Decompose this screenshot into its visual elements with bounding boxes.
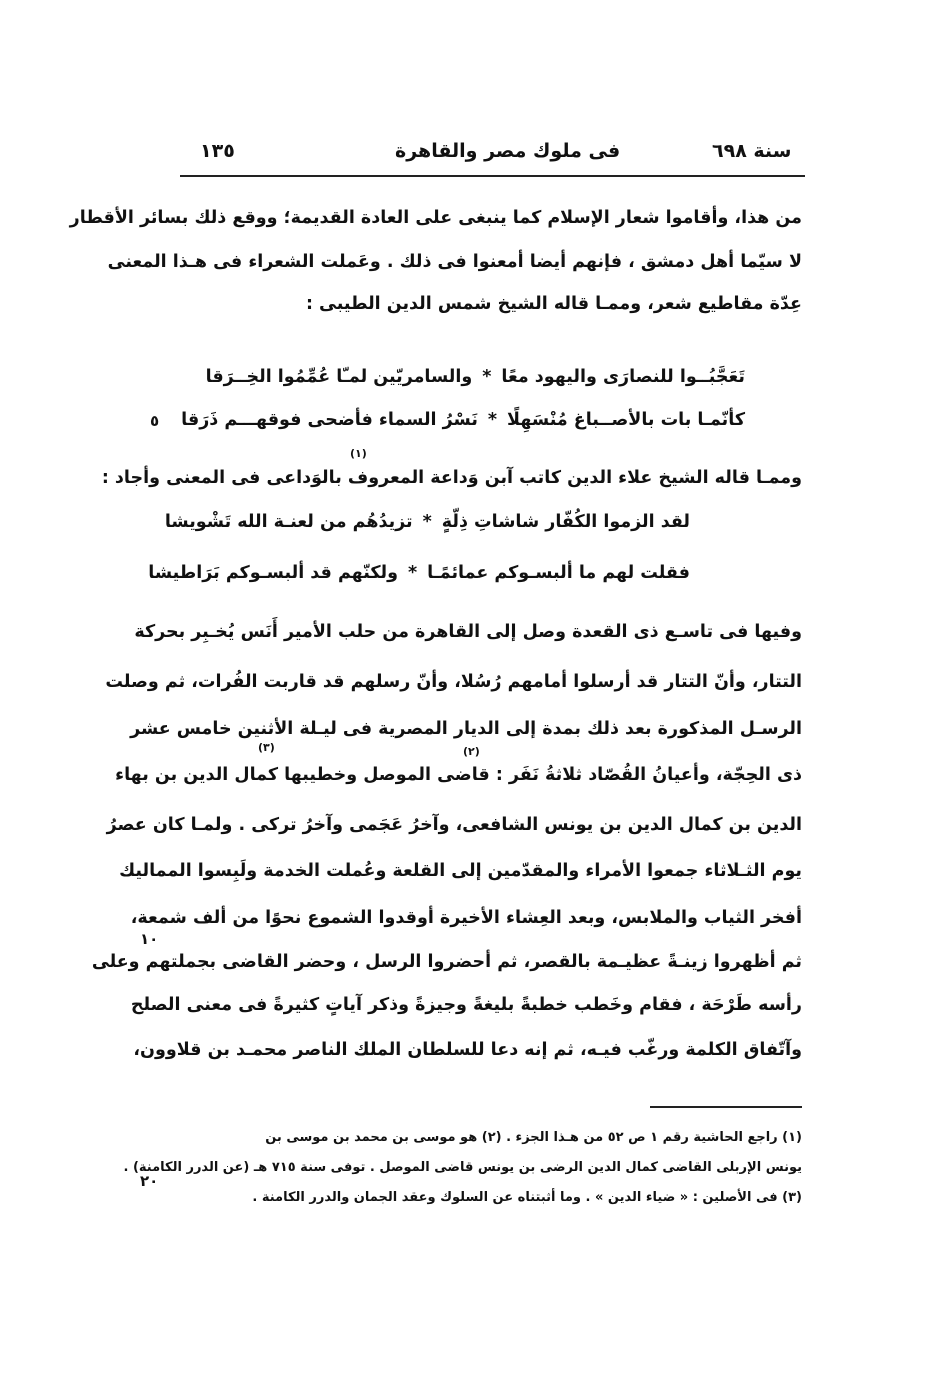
text-line: رأسه طَرْحَة ، فقام وخَطب خطبةً بليغةً وجيزةً وذكر آياتٍ كثيرةً فى معنى الصلح xyxy=(130,995,802,1015)
text-line: يوم الثـلاثاء جمعوا الأمراء والمقدّمين إلى القلعة وعُملت الخدمة ولَبِسوا المماليك xyxy=(119,861,802,881)
text-line: الدين بن كمال الدين بن يونس الشافعى، وآخرُ عَجَمى وآخرُ تركى . ولمـا كان عصرُ xyxy=(106,815,802,835)
star-separator: * xyxy=(487,410,498,430)
verse-hemistich: كأنّمـا بات بالأصــباغ مُنْسَهِلًا xyxy=(507,410,745,430)
header-rule xyxy=(180,175,805,177)
line-number: ١٠ xyxy=(140,930,159,948)
verse xyxy=(165,507,690,537)
text-line: ثم أظهروا زينـةً عظيـمة بالقصر، ثم أحضروا الرسل ، وحضر القاضى بجملتهم وعلى xyxy=(91,952,802,972)
star-separator: * xyxy=(422,512,432,532)
line-number: ٢٠ xyxy=(140,1172,159,1190)
text-line: وآتّفاق الكلمة ورغّب فيـه، ثم إنه دعا للسلطان الملك الناصر محمـد بن قلاوون، xyxy=(133,1040,802,1060)
verse-hemistich: فقلت لهم ما ألبسـوكم عمائمًـا xyxy=(427,563,690,583)
verse xyxy=(181,405,745,435)
footnote-line: يونس الإربلى القاضى كمال الدين الرضى بن يونس قاضى الموصل . توفى سنة ٧١٥ هـ (عن الدرر الكامنة) . xyxy=(123,1160,802,1175)
verse-hemistich: تَعَجَّبُــوا للنصارَى واليهود معًا xyxy=(501,367,745,387)
footnote-ref-3: (٣) xyxy=(258,741,275,754)
text-line: من هذا، وأقاموا شعار الإسلام كما ينبغى على العادة القديمة؛ ووقع ذلك بسائر الأقطار xyxy=(69,208,802,228)
verse-hemistich: والسامريّين لمـّا عُمِّمُوا الخِــرَقا xyxy=(205,367,473,387)
verse-hemistich: لقد الزموا الكُفّار شاشاتِ ذِلّةٍ xyxy=(441,512,690,532)
verse-hemistich: تزيدُهُم من لعنـة الله تَشْويشا xyxy=(164,512,413,532)
year-label: سنة ٦٩٨ xyxy=(712,140,792,162)
line-number: ٥ xyxy=(150,412,160,430)
page-number: ١٣٥ xyxy=(200,140,235,162)
star-separator: * xyxy=(482,367,492,387)
footnote-line: (٣) فى الأصلين : « ضياء الدين » . وما أثبتناه عن السلوك وعقد الجمان والدرر الكامنة . xyxy=(252,1190,802,1205)
book-title: فى ملوك مصر والقاهرة xyxy=(395,140,621,162)
text-line: ذى الحِجّة، وأعيانُ القُصّاد ثلاثةُ نَفَر : قاضى الموصل وخطيبها كمال الدين بن بهاء xyxy=(115,765,802,785)
text-line: عِدّة مقاطيع شعر، وممـا قاله الشيخ شمس الدين الطيبى : xyxy=(305,294,802,314)
text-line: التتار، وأنّ التتار قد أرسلوا أمامهم رُسُلا، وأنّ رسلهم قد قاربت الفُرات، ثم وصلت xyxy=(105,672,802,692)
text-line: أفخر الثياب والملابس، وبعد العِشاء الأخيرة أوقدوا الشموع نحوًا من ألف شمعة، xyxy=(130,908,802,928)
text-line: وممـا قاله الشيخ علاء الدين كاتب آبن وَداعة المعروف بالوَداعى فى المعنى وأجاد : xyxy=(101,468,802,488)
footnote-ref-1: (١) xyxy=(350,447,367,460)
verse-hemistich: نَسْرُ السماء فأضحى فوقهـــم ذَرَقا xyxy=(181,410,478,430)
footnote-rule xyxy=(650,1106,802,1108)
verse xyxy=(206,362,745,392)
text-line: لا سيّما أهل دمشق ، فإنهم أيضا أمعنوا فى ذلك . وعَملت الشعراء فى هـذا المعنى xyxy=(107,252,802,272)
footnote-ref-2: (٢) xyxy=(463,745,480,758)
star-separator: * xyxy=(408,563,418,583)
verse-hemistich: ولكنّهم قد ألبسـوكم بَرَاطيشا xyxy=(148,563,398,583)
text-line: الرسـل المذكورة بعد ذلك بمدة إلى الديار المصرية فى ليـلة الأثنين خامس عشر xyxy=(130,719,802,739)
text-line: وفيها فى تاسـع ذى القعدة وصل إلى القاهرة من حلب الأمير أَنَس يُخـبِر بحركة xyxy=(134,622,802,642)
verse xyxy=(148,558,690,588)
footnote-line: (١) راجع الحاشية رقم ١ ص ٥٢ من هـذا الجزء . (٢) هو موسى بن محمد بن موسى بن xyxy=(265,1130,802,1145)
